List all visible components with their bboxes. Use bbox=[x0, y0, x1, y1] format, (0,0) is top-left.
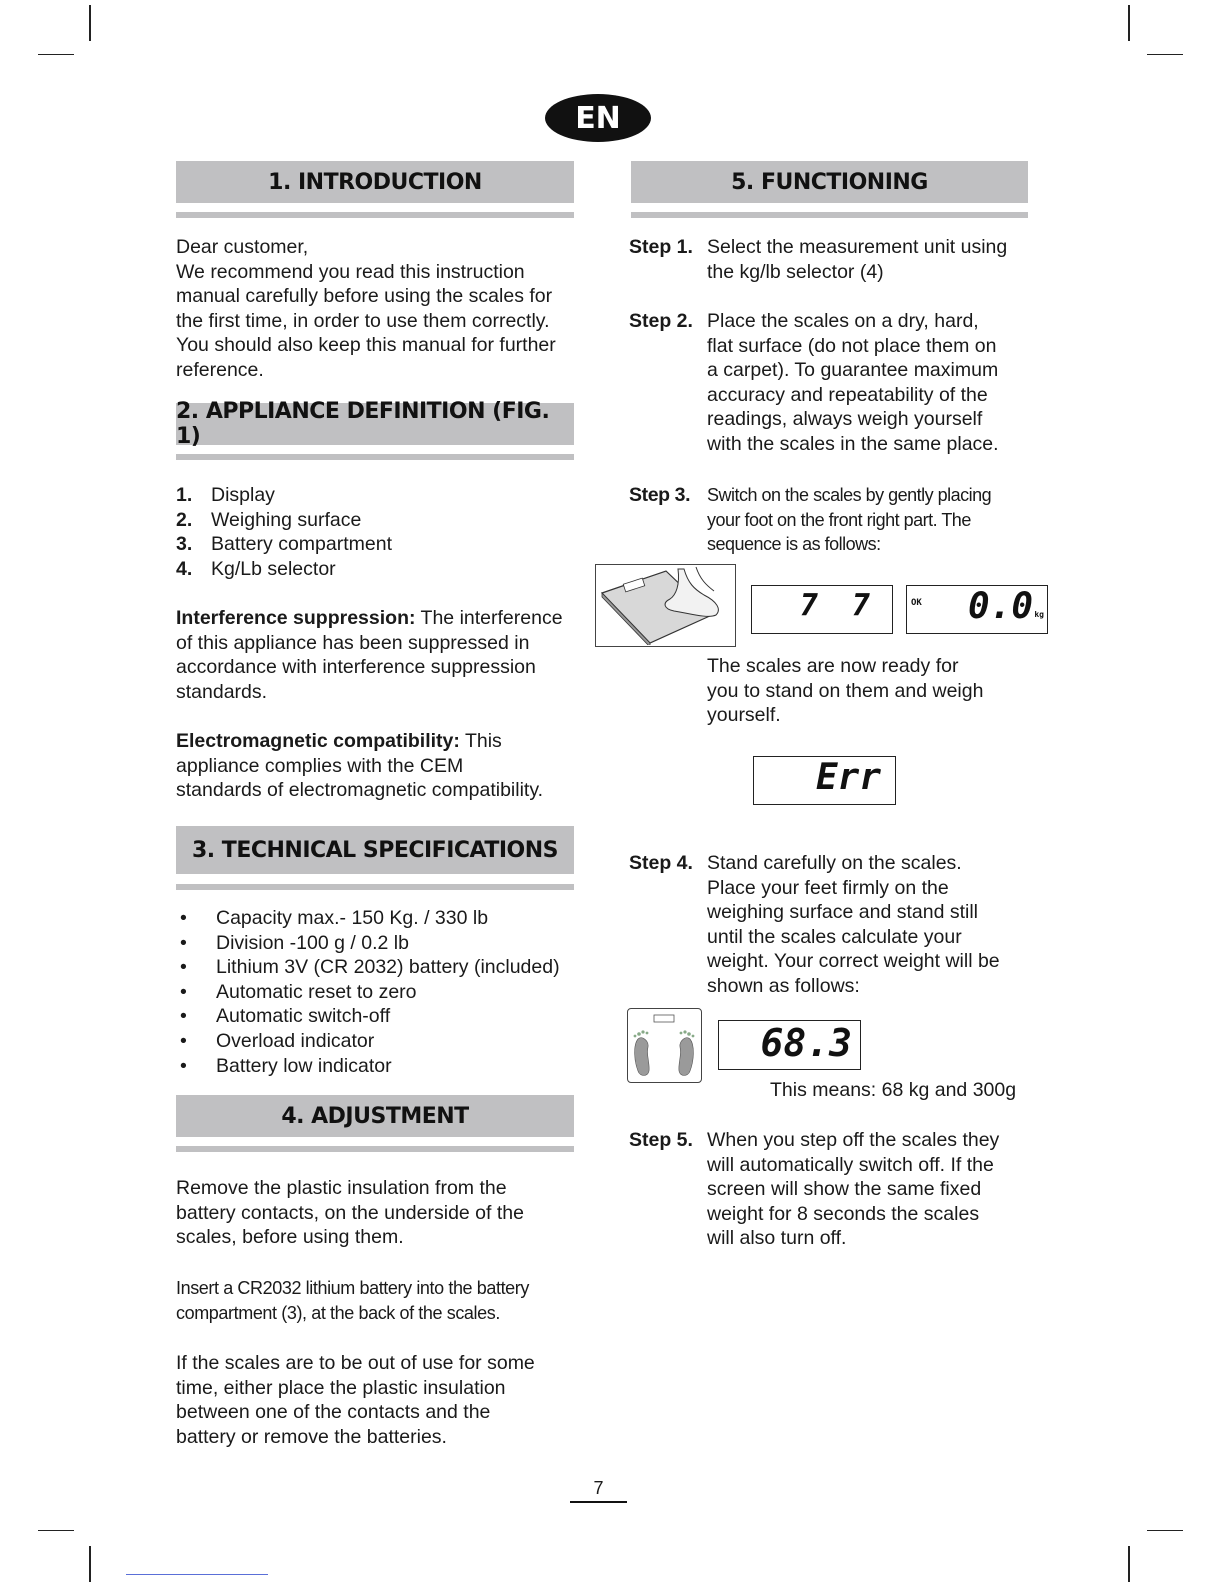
step-label: Step 3. bbox=[629, 484, 691, 506]
step-text bbox=[707, 309, 1029, 457]
heading-rule bbox=[176, 1146, 574, 1152]
text-line: until the scales calculate your bbox=[707, 925, 962, 948]
crop-mark bbox=[1128, 5, 1130, 41]
list-item bbox=[176, 931, 586, 956]
lcd-zero-value: 0.0 bbox=[967, 586, 1033, 627]
step-text bbox=[707, 1128, 1029, 1251]
text-line: Switch on the scales by gently placing bbox=[707, 485, 992, 505]
list-item bbox=[176, 508, 576, 533]
text-line: scales, before using them. bbox=[176, 1226, 404, 1249]
text-line: manual carefully before using the scales for bbox=[176, 285, 553, 308]
item-label: Automatic switch-off bbox=[216, 1005, 391, 1028]
text-line: Place the scales on a dry, hard, bbox=[707, 310, 979, 332]
text-line: will automatically switch off. If the bbox=[707, 1153, 994, 1176]
text-line: readings, always weigh yourself bbox=[707, 408, 983, 431]
crop-mark bbox=[89, 1546, 91, 1582]
interference-label: Interference suppression: bbox=[176, 607, 416, 629]
list-item bbox=[176, 955, 586, 980]
step-1 bbox=[629, 235, 1029, 284]
section-heading-functioning: 5. FUNCTIONING bbox=[631, 161, 1028, 203]
scale-foot-drawing bbox=[596, 565, 734, 645]
lcd-weight-value: 68.3 bbox=[760, 1021, 852, 1065]
text-line: shown as follows: bbox=[707, 974, 860, 997]
lcd-segment-text: 7 7 bbox=[799, 588, 878, 623]
text-line: We recommend you read this instruction bbox=[176, 260, 525, 283]
step-text bbox=[707, 235, 1029, 284]
text-line: Place your feet firmly on the bbox=[707, 876, 949, 899]
lcd-ok-label: OK bbox=[911, 598, 922, 608]
item-label: Lithium 3V (CR 2032) battery (included) bbox=[216, 956, 560, 979]
crop-mark bbox=[38, 1530, 74, 1531]
text-line: Stand carefully on the scales. bbox=[707, 852, 962, 874]
adjustment-paragraph-1 bbox=[176, 1176, 586, 1250]
list-item bbox=[176, 557, 576, 582]
bullet: • bbox=[180, 931, 187, 954]
text-line: time, either place the plastic insulation bbox=[176, 1376, 506, 1399]
text-line: accordance with interference suppression bbox=[176, 656, 536, 679]
text-line: a carpet). To guarantee maximum bbox=[707, 359, 999, 382]
crop-mark bbox=[1147, 1530, 1183, 1531]
heading-rule bbox=[631, 212, 1028, 218]
footprints-drawing bbox=[628, 1009, 700, 1081]
crop-mark bbox=[1128, 1546, 1130, 1582]
crop-mark bbox=[126, 1574, 268, 1575]
step-text bbox=[707, 851, 1029, 999]
text-line: between one of the contacts and the bbox=[176, 1401, 491, 1424]
bullet: • bbox=[180, 1029, 187, 1052]
intro-paragraph bbox=[176, 235, 586, 383]
text-line: battery contacts, on the underside of the bbox=[176, 1201, 524, 1224]
text-line: you to stand on them and weigh bbox=[707, 679, 984, 702]
lcd-display-segment-test bbox=[751, 585, 893, 634]
crop-mark bbox=[38, 54, 74, 55]
lcd-display-zero bbox=[906, 585, 1048, 634]
text-line: weight. Your correct weight will be bbox=[707, 950, 1000, 973]
text-line: standards of electromagnetic compatibility. bbox=[176, 779, 544, 802]
bullet: • bbox=[180, 980, 187, 1003]
crop-mark bbox=[89, 5, 91, 41]
list-item bbox=[176, 483, 576, 508]
text-line: screen will show the same fixed bbox=[707, 1178, 982, 1201]
step-2 bbox=[629, 309, 1029, 457]
text-line: sequence is as follows: bbox=[707, 534, 881, 555]
text-line: Select the measurement unit using bbox=[707, 236, 1008, 258]
lcd-display-weight bbox=[718, 1020, 861, 1070]
list-item bbox=[176, 532, 576, 557]
bullet: • bbox=[180, 907, 187, 929]
heading-rule bbox=[176, 212, 574, 218]
item-number: 4. bbox=[176, 557, 193, 580]
language-badge: EN bbox=[545, 94, 651, 142]
list-item bbox=[176, 980, 586, 1005]
text-line: with the scales in the same place. bbox=[707, 432, 999, 455]
text-line: weight for 8 seconds the scales bbox=[707, 1202, 980, 1225]
section-heading-introduction: 1. INTRODUCTION bbox=[176, 161, 574, 203]
step-label: Step 1. bbox=[629, 236, 693, 258]
text-line: The scales are now ready for bbox=[707, 655, 959, 677]
step-label: Step 4. bbox=[629, 852, 693, 874]
list-item bbox=[176, 1029, 586, 1054]
step-label: Step 2. bbox=[629, 310, 693, 332]
text-line: flat surface (do not place them on bbox=[707, 334, 997, 357]
step-4 bbox=[629, 851, 1029, 999]
item-label: Automatic reset to zero bbox=[216, 980, 417, 1003]
heading-rule bbox=[176, 884, 574, 890]
text-line bbox=[176, 606, 586, 631]
text-line: standards. bbox=[176, 680, 268, 703]
text-line: the kg/lb selector (4) bbox=[707, 260, 884, 283]
adjustment-paragraph-3 bbox=[176, 1351, 586, 1449]
item-number: 1. bbox=[176, 484, 193, 506]
footprints-scale-illustration bbox=[627, 1008, 702, 1083]
list-item bbox=[176, 906, 586, 931]
text-line: accuracy and repeatability of the bbox=[707, 383, 988, 406]
item-number: 3. bbox=[176, 533, 193, 556]
text-line: You should also keep this manual for further bbox=[176, 334, 556, 357]
text-line: When you step off the scales they bbox=[707, 1129, 1000, 1151]
text-line: reference. bbox=[176, 358, 264, 381]
text-line: yourself. bbox=[707, 704, 781, 727]
text-line: Dear customer, bbox=[176, 236, 309, 258]
text-line: appliance complies with the CEM bbox=[176, 754, 464, 777]
text-line bbox=[176, 729, 586, 754]
section-heading-appliance-definition: 2. APPLIANCE DEFINITION (FIG. 1) bbox=[176, 403, 574, 445]
text-line: of this appliance has been suppressed in bbox=[176, 631, 530, 654]
step-label: Step 5. bbox=[629, 1129, 693, 1151]
lcd-display-error bbox=[753, 756, 896, 805]
ready-paragraph bbox=[707, 654, 1027, 728]
heading-rule bbox=[176, 454, 574, 460]
item-label: Division -100 g / 0.2 lb bbox=[216, 931, 409, 954]
step-text bbox=[707, 483, 1029, 557]
bullet: • bbox=[180, 956, 187, 979]
text-line: compartment (3), at the back of the scales. bbox=[176, 1302, 500, 1323]
parts-list bbox=[176, 483, 576, 581]
section-heading-technical-specifications: 3. TECHNICAL SPECIFICATIONS bbox=[176, 826, 574, 874]
step-3 bbox=[629, 483, 1029, 557]
emc-label: Electromagnetic compatibility: bbox=[176, 730, 460, 752]
item-label: Kg/Lb selector bbox=[211, 557, 336, 580]
text-line: battery or remove the batteries. bbox=[176, 1425, 447, 1448]
text-line: Remove the plastic insulation from the bbox=[176, 1177, 507, 1199]
foot-on-scale-illustration bbox=[595, 564, 736, 647]
item-label: Weighing surface bbox=[211, 508, 362, 531]
item-label: Display bbox=[211, 484, 275, 506]
bullet: • bbox=[180, 1005, 187, 1028]
text-line: weighing surface and stand still bbox=[707, 901, 978, 924]
text-span: The interference bbox=[415, 607, 563, 629]
text-line: Insert a CR2032 lithium battery into the battery bbox=[176, 1278, 529, 1298]
crop-mark bbox=[1147, 54, 1183, 55]
page-number: 7 bbox=[570, 1478, 627, 1503]
step-5 bbox=[629, 1128, 1029, 1251]
item-number: 2. bbox=[176, 508, 193, 531]
item-label: Capacity max.- 150 Kg. / 330 lb bbox=[216, 907, 489, 929]
text-span: This bbox=[459, 730, 502, 752]
interference-paragraph bbox=[176, 606, 586, 704]
lcd-kg-unit: kg bbox=[1034, 610, 1044, 619]
adjustment-paragraph-2 bbox=[176, 1276, 586, 1325]
item-label: Battery compartment bbox=[211, 533, 392, 556]
list-item bbox=[176, 1054, 586, 1079]
section-heading-adjustment: 4. ADJUSTMENT bbox=[176, 1095, 574, 1137]
list-item bbox=[176, 1004, 586, 1029]
bullet: • bbox=[180, 1054, 187, 1077]
item-label: Battery low indicator bbox=[216, 1054, 392, 1077]
text-line: If the scales are to be out of use for some bbox=[176, 1352, 535, 1374]
text-line: will also turn off. bbox=[707, 1227, 847, 1250]
text-line: your foot on the front right part. The bbox=[707, 509, 971, 530]
specs-list bbox=[176, 906, 586, 1078]
means-caption: This means: 68 kg and 300g bbox=[770, 1079, 1017, 1101]
item-label: Overload indicator bbox=[216, 1029, 375, 1052]
text-line: the first time, in order to use them correctly. bbox=[176, 309, 550, 332]
lcd-error-text: Err bbox=[815, 757, 881, 798]
emc-paragraph bbox=[176, 729, 586, 803]
